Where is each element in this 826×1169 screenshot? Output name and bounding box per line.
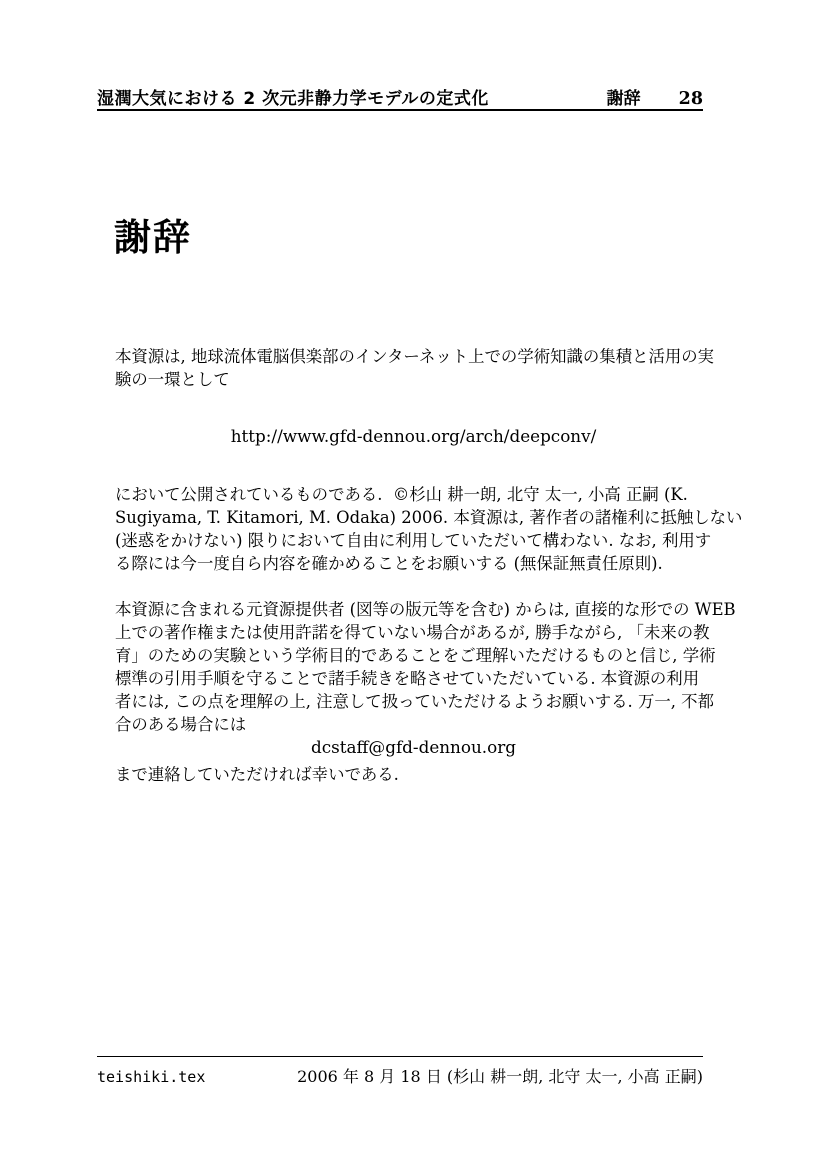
text-line: 育」のための実験という学術目的であることをご理解いただけるものと信じ, 学術 [115, 646, 716, 665]
running-head-title: 湿潤大気における 2 次元非静力学モデルの定式化 [97, 89, 489, 109]
text-line: 標準の引用手順を守ることで諸手続きを略させていただいている. 本資源の利用 [115, 669, 700, 688]
text-line: (迷惑をかけない) 限りにおいて自由に利用していただいて構わない. なお, 利用す [115, 531, 712, 550]
text-line: において公開されているものである. ©杉山 耕一朗, 北守 太一, 小高 正嗣 (K. [115, 485, 688, 504]
text-line: 験の一環として [115, 370, 230, 389]
running-head-right [607, 84, 703, 109]
text-line: Sugiyama, T. Kitamori, M. Odaka) 2006. 本資源は, 著作者の諸権利に抵触しない [115, 508, 743, 527]
email-text: dcstaff@gfd-dennou.org [311, 737, 516, 757]
text-line: 上での著作権または使用許諾を得ていない場合があるが, 勝手ながら, 「未来の教 [115, 623, 710, 642]
chapter-title: 謝辞 [114, 216, 192, 259]
running-head [97, 84, 703, 109]
text-line: 者には, この点を理解の上, 注意して扱っていただけるようお願いする. 万一, 不都 [115, 692, 714, 711]
paragraph-3 [115, 598, 736, 736]
page-number: 28 [678, 89, 703, 109]
paragraph-1 [115, 345, 715, 391]
paragraph-2 [115, 483, 743, 575]
text-line: 本資源に含まれる元資源提供者 (図等の版元等を含む) からは, 直接的な形での WEB [115, 600, 736, 619]
text-line: まで連絡していただければ幸いである. [115, 765, 399, 784]
text-line: 合のある場合には [115, 715, 247, 734]
closing-paragraph [115, 763, 712, 786]
url-text: http://www.gfd-dennou.org/arch/deepconv/ [230, 426, 597, 446]
footer-rule [97, 1056, 703, 1057]
text-line: る際には今一度自ら内容を確かめることをお願いする (無保証無責任原則). [115, 554, 663, 573]
header-rule [97, 109, 703, 111]
text-line: 本資源は, 地球流体電脳倶楽部のインターネット上での学術知識の集積と活用の実 [115, 347, 715, 366]
running-head-section: 謝辞 [606, 89, 641, 109]
footer-filename: teishiki.tex [97, 1068, 206, 1086]
footer [97, 1064, 703, 1087]
footer-date-authors: 2006 年 8 月 18 日 (杉山 耕一朗, 北守 太一, 小高 正嗣) [297, 1067, 703, 1086]
